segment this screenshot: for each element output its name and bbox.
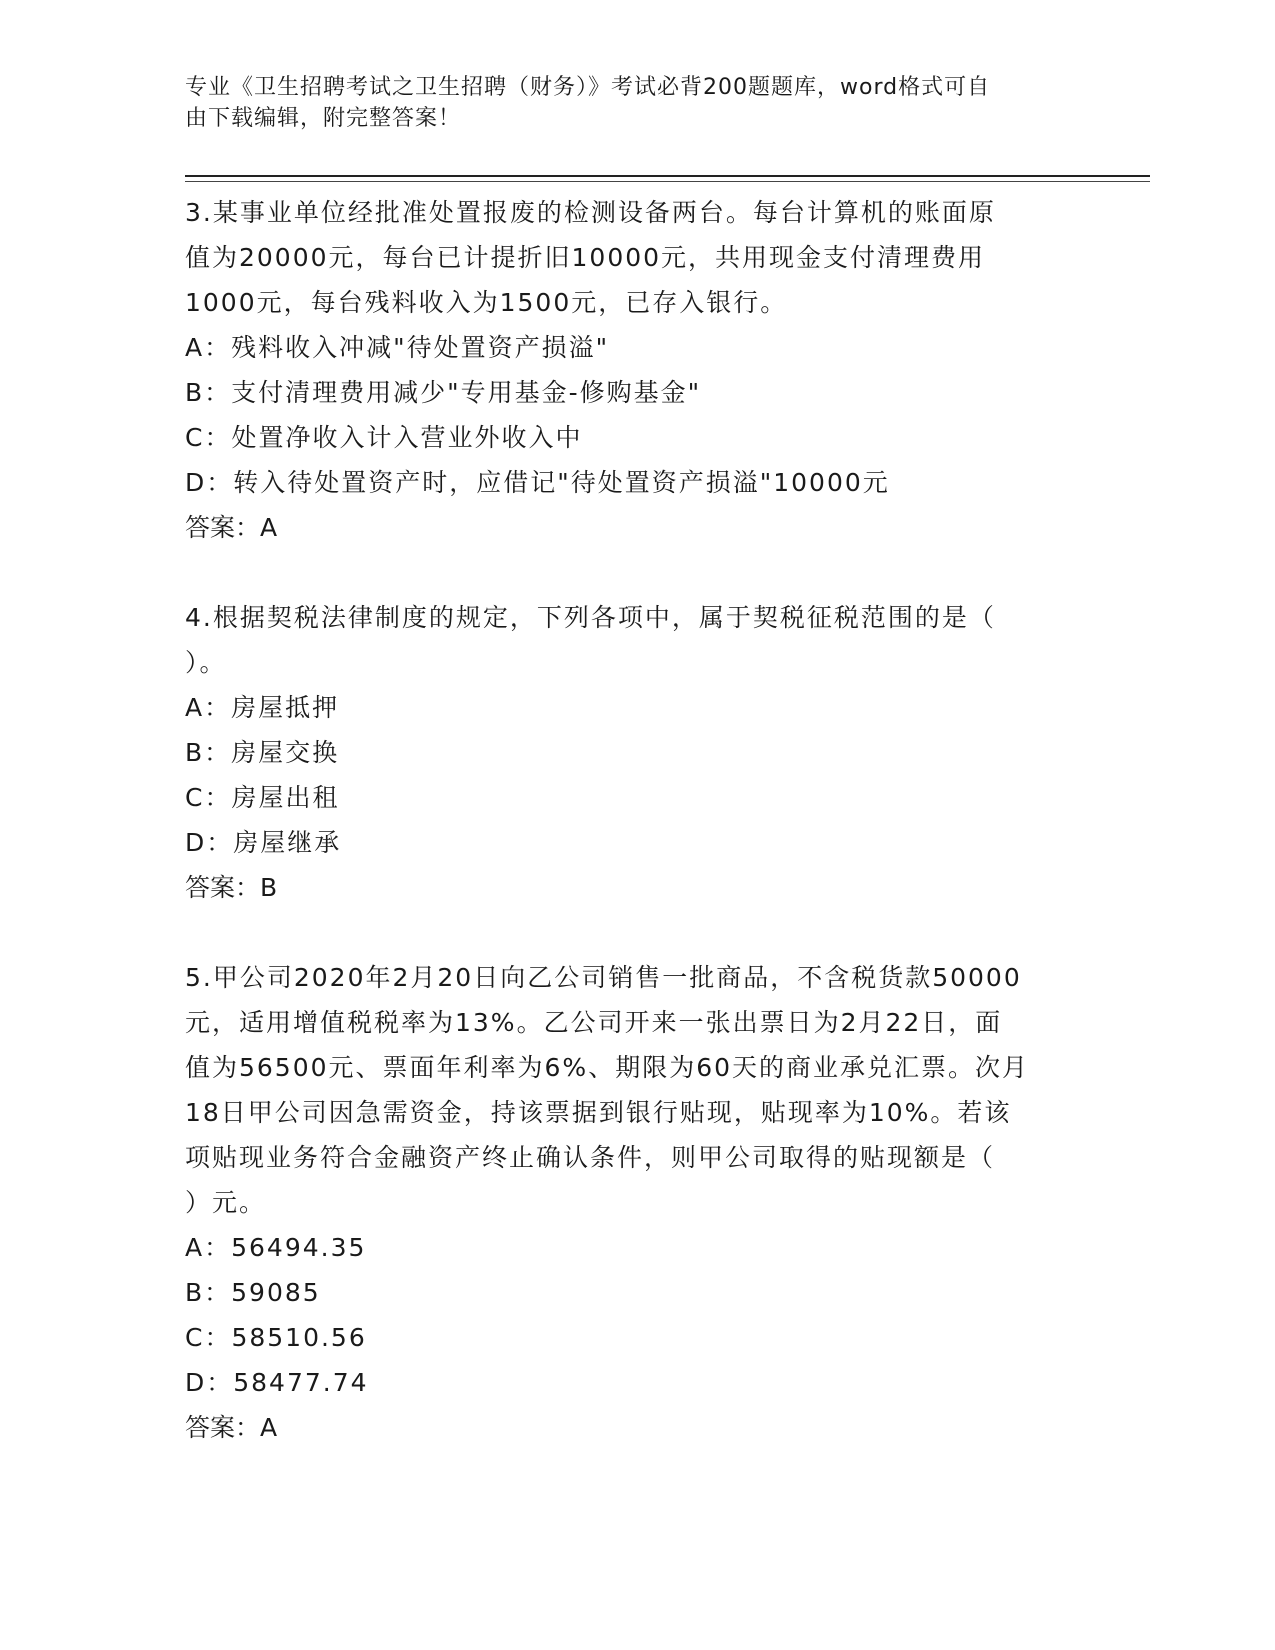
question-4-option-b: B：房屋交换 bbox=[185, 738, 340, 767]
question-3-line-2: 值为20000元，每台已计提折旧10000元，共用现金支付清理费用 bbox=[185, 243, 986, 272]
question-5-line-2: 元，适用增值税税率为13%。乙公司开来一张出票日为2月22日，面 bbox=[185, 1008, 1003, 1037]
question-4-option-a: A：房屋抵押 bbox=[185, 693, 340, 722]
question-3-option-c: C：处置净收入计入营业外收入中 bbox=[185, 423, 583, 452]
question-5-option-c: C：58510.56 bbox=[185, 1323, 367, 1352]
header-divider-thin bbox=[185, 181, 1150, 182]
question-4-option-d: D：房屋继承 bbox=[185, 828, 342, 857]
question-4-line-1: 4.根据契税法律制度的规定，下列各项中，属于契税征税范围的是（ bbox=[185, 603, 996, 632]
question-5-line-4: 18日甲公司因急需资金，持该票据到银行贴现，贴现率为10%。若该 bbox=[185, 1098, 1012, 1127]
question-5-line-1: 5.甲公司2020年2月20日向乙公司销售一批商品，不含税货款50000 bbox=[185, 963, 1022, 992]
spacer bbox=[185, 910, 1085, 955]
question-4 bbox=[185, 595, 1085, 910]
question-5-option-d: D：58477.74 bbox=[185, 1368, 369, 1397]
question-5 bbox=[185, 955, 1085, 1450]
question-3-line-1: 3.某事业单位经批准处置报废的检测设备两台。每台计算机的账面原 bbox=[185, 198, 996, 227]
question-5-option-b: B：59085 bbox=[185, 1278, 321, 1307]
document-header bbox=[185, 72, 1065, 134]
question-3-option-b: B：支付清理费用减少"专用基金-修购基金" bbox=[185, 378, 702, 407]
question-3-answer: 答案：A bbox=[185, 513, 278, 542]
question-list bbox=[185, 190, 1085, 1450]
header-line-1: 专业《卫生招聘考试之卫生招聘（财务）》考试必背200题题库，word格式可自 bbox=[185, 75, 991, 100]
question-4-line-2: ）。 bbox=[185, 648, 227, 677]
question-3-option-d: D：转入待处置资产时，应借记"待处置资产损溢"10000元 bbox=[185, 468, 890, 497]
question-4-option-c: C：房屋出租 bbox=[185, 783, 340, 812]
question-5-answer: 答案：A bbox=[185, 1413, 278, 1442]
header-divider-thick bbox=[185, 175, 1150, 177]
question-5-option-a: A：56494.35 bbox=[185, 1233, 367, 1262]
question-3-line-3: 1000元，每台残料收入为1500元，已存入银行。 bbox=[185, 288, 788, 317]
question-5-line-6: ）元。 bbox=[185, 1188, 267, 1217]
question-4-answer: 答案：B bbox=[185, 873, 278, 902]
question-3 bbox=[185, 190, 1085, 550]
spacer bbox=[185, 550, 1085, 595]
question-5-line-3: 值为56500元、票面年利率为6%、期限为60天的商业承兑汇票。次月 bbox=[185, 1053, 1030, 1082]
question-3-option-a: A：残料收入冲减"待处置资产损溢" bbox=[185, 333, 610, 362]
question-5-line-5: 项贴现业务符合金融资产终止确认条件，则甲公司取得的贴现额是（ bbox=[185, 1143, 996, 1172]
header-line-2: 由下载编辑，附完整答案！ bbox=[185, 106, 462, 131]
